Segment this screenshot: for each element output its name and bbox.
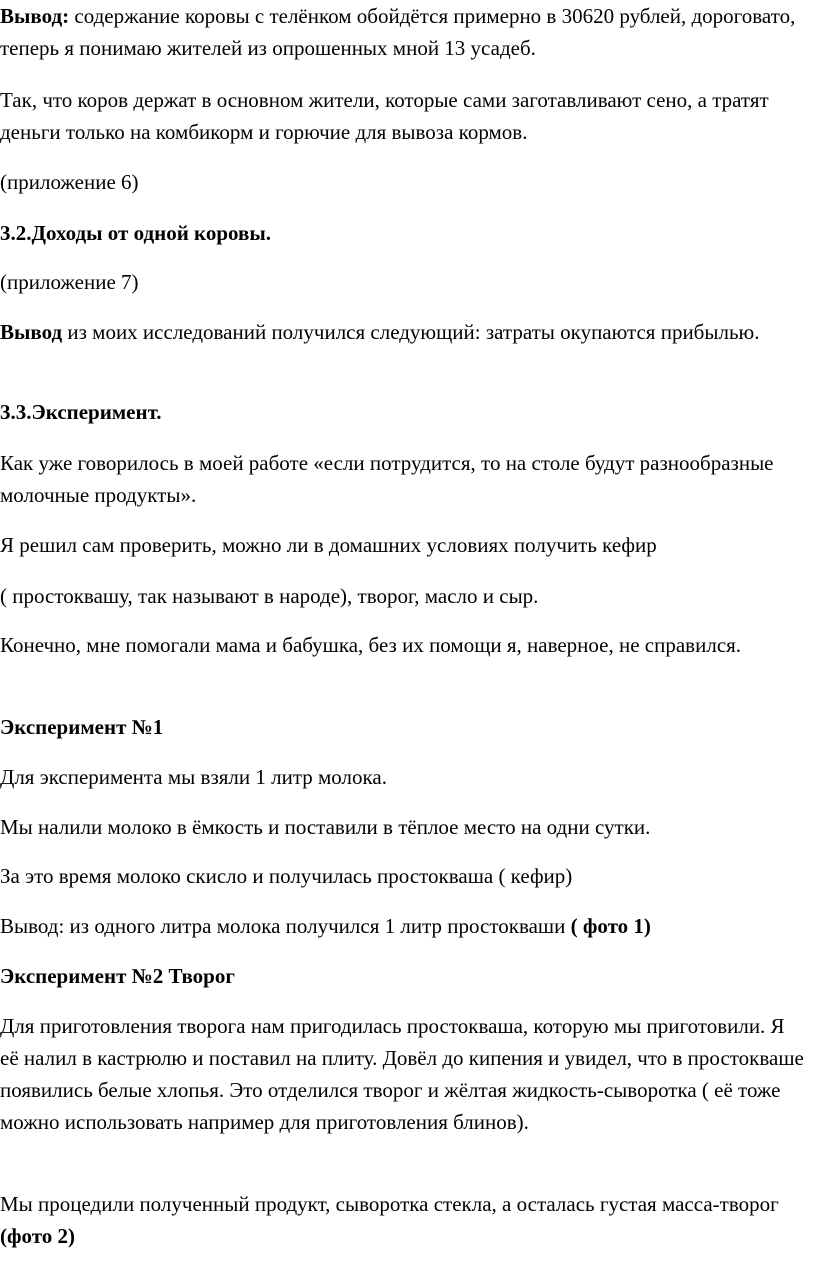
section-3-2-title: 3.2.Доходы от одной коровы. [0, 221, 272, 245]
photo-1-ref: ( фото 1) [570, 914, 651, 938]
paragraph-products: ( простоквашу, так называют в народе), творог, масло и сыр. [0, 584, 539, 608]
experiment-2-result [0, 1188, 808, 1252]
section-3-3-heading [0, 396, 808, 428]
paragraph-feed-note: Так, что коров держат в основном жители, которые сами заготавливают сено, а тратят деньги только на комбикорм и горючие для вывоза кормов. [0, 88, 769, 144]
experiment-1-step-2: Мы налили молоко в ёмкость и поставили в тёплое место на одни сутки. [0, 815, 651, 839]
conclusion-label-2: Вывод [0, 320, 63, 344]
paragraph-check: Я решил сам проверить, можно ли в домашних условиях получить кефир [0, 533, 657, 557]
experiment-2-description: Для приготовления творога нам пригодилась простокваша, которую мы приготовили. Я её налил в кастрюлю и поставил на плиту. Довёл до кипения и увидел, что в простокваше появились белые хлопья. Это отделился творог и жёлтая жидкость-сыворотка ( её тоже можно использовать например для приготовления блинов). [0, 1014, 804, 1134]
experiment-1-conclusion-text: Вывод: из одного литра молока получился 1 литр простокваши [0, 914, 571, 938]
section-3-2-heading [0, 217, 808, 249]
appendix-7-ref: (приложение 7) [0, 270, 139, 294]
section-3-3-title: 3.3.Эксперимент. [0, 400, 162, 424]
experiment-2-result-text: Мы процедили полученный продукт, сыворотка стекла, а осталась густая масса-творог [0, 1192, 779, 1216]
photo-2-ref: (фото 2) [0, 1224, 76, 1248]
experiment-1-step-3: За это время молоко скисло и получилась простокваша ( кефир) [0, 864, 573, 888]
conclusion-text: содержание коровы с телёнком обойдётся примерно в 30620 рублей, дороговато, теперь я понимаю жителей из опрошенных мной 13 усадеб. [0, 4, 796, 60]
experiment-2-title: Эксперимент №2 Творог [0, 964, 235, 988]
experiment-1-heading [0, 711, 808, 743]
conclusion-text-2: из моих исследований получился следующий: затраты окупаются прибылью. [62, 320, 760, 344]
conclusion-paragraph-2 [0, 316, 808, 348]
appendix-6-ref: (приложение 6) [0, 170, 139, 194]
conclusion-label: Вывод: [0, 4, 70, 28]
paragraph-intro: Как уже говорилось в моей работе «если потрудится, то на столе будут разнообразные молочные продукты». [0, 451, 774, 507]
experiment-1-conclusion [0, 910, 808, 942]
experiment-1-title: Эксперимент №1 [0, 715, 164, 739]
experiment-2-heading [0, 960, 808, 992]
experiment-1-step-1: Для эксперимента мы взяли 1 литр молока. [0, 765, 387, 789]
conclusion-paragraph-1 [0, 0, 808, 64]
paragraph-help: Конечно, мне помогали мама и бабушка, без их помощи я, наверное, не справился. [0, 633, 742, 657]
